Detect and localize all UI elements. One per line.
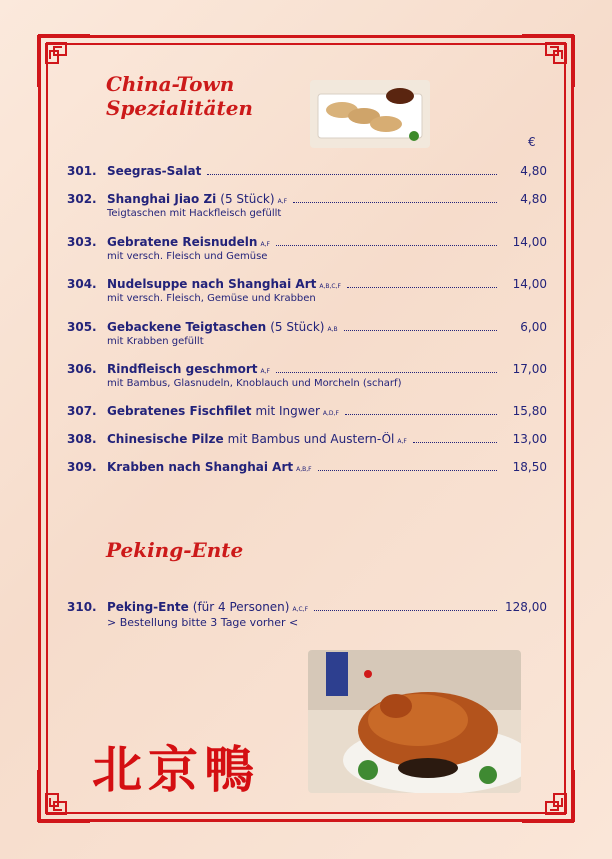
menu-item-309 <box>67 460 547 496</box>
item-price: 18,50 <box>512 460 547 474</box>
item-number: 307. <box>67 404 97 418</box>
item-allergens: A,D,F <box>322 410 339 417</box>
item-name: Nudelsuppe nach Shanghai Art <box>107 277 317 291</box>
item-name: Seegras-Salat <box>107 164 202 178</box>
item-price: 14,00 <box>512 235 547 249</box>
item-description: > Bestellung bitte 3 Tage vorher < <box>107 616 299 629</box>
item-name: Gebratene Reisnudeln <box>107 235 258 249</box>
menu-item-304 <box>67 277 547 313</box>
item-allergens: A,B,C,F <box>319 283 341 290</box>
item-number: 308. <box>67 432 97 446</box>
item-number: 303. <box>67 235 97 249</box>
title-line-1: China-Town <box>106 72 235 96</box>
item-name: Shanghai Jiao Zi <box>107 192 217 206</box>
item-number: 306. <box>67 362 97 376</box>
item-allergens: A,B,F <box>296 466 312 473</box>
item-extra: (5 Stück) <box>220 192 275 206</box>
item-extra: (für 4 Personen) <box>192 600 290 614</box>
item-allergens: A,B <box>327 326 338 333</box>
peking-duck-photo <box>308 650 521 793</box>
item-price: 4,80 <box>520 164 547 178</box>
item-description: Teigtaschen mit Hackfleisch gefüllt <box>107 208 282 219</box>
item-number: 305. <box>67 320 97 334</box>
item-name: Peking-Ente <box>107 600 189 614</box>
chinese-characters: 北京鴨 <box>92 740 260 799</box>
corner-ornament-bottom-left <box>36 768 92 824</box>
title-line-2: Spezialitäten <box>106 96 253 120</box>
item-allergens: A,F <box>397 438 407 445</box>
item-extra: mit Ingwer <box>255 404 320 418</box>
item-price: 128,00 <box>505 600 547 614</box>
corner-ornament-top-left <box>36 33 92 89</box>
menu-item-305 <box>67 320 547 356</box>
item-description: mit Bambus, Glasnudeln, Knoblauch und Morcheln (scharf) <box>107 378 402 389</box>
item-description: mit Krabben gefüllt <box>107 336 204 347</box>
item-name: Chinesische Pilze <box>107 432 224 446</box>
item-allergens: A,F <box>260 241 270 248</box>
menu-item-306 <box>67 362 547 398</box>
dumplings-photo <box>310 80 430 148</box>
corner-ornament-top-right <box>520 33 576 89</box>
item-allergens: A,C,F <box>292 606 309 613</box>
item-description: mit versch. Fleisch, Gemüse und Krabben <box>107 293 316 304</box>
item-price: 17,00 <box>512 362 547 376</box>
item-name: Krabben nach Shanghai Art <box>107 460 294 474</box>
item-number: 304. <box>67 277 97 291</box>
item-price: 6,00 <box>520 320 547 334</box>
item-extra: (5 Stück) <box>270 320 325 334</box>
menu-item-302 <box>67 192 547 228</box>
corner-ornament-bottom-right <box>520 768 576 824</box>
item-price: 4,80 <box>520 192 547 206</box>
section-title-peking-duck: Peking-Ente <box>106 538 244 562</box>
currency-symbol: € <box>528 135 536 149</box>
item-price: 13,00 <box>512 432 547 446</box>
item-name: Gebratenes Fischfilet <box>107 404 252 418</box>
item-name: Rindfleisch geschmort <box>107 362 258 376</box>
item-number: 310. <box>67 600 97 614</box>
item-allergens: A,F <box>260 368 271 375</box>
item-number: 302. <box>67 192 97 206</box>
item-number: 301. <box>67 164 97 178</box>
item-name: Gebackene Teigtaschen <box>107 320 267 334</box>
item-extra: mit Bambus und Austern-Öl <box>227 432 395 446</box>
item-allergens: A,F <box>277 198 288 205</box>
item-price: 15,80 <box>512 404 547 418</box>
menu-item-303 <box>67 235 547 271</box>
section-title-specialties <box>106 72 253 120</box>
menu-item-310 <box>67 600 547 636</box>
item-number: 309. <box>67 460 97 474</box>
item-description: mit versch. Fleisch und Gemüse <box>107 251 268 262</box>
item-price: 14,00 <box>512 277 547 291</box>
